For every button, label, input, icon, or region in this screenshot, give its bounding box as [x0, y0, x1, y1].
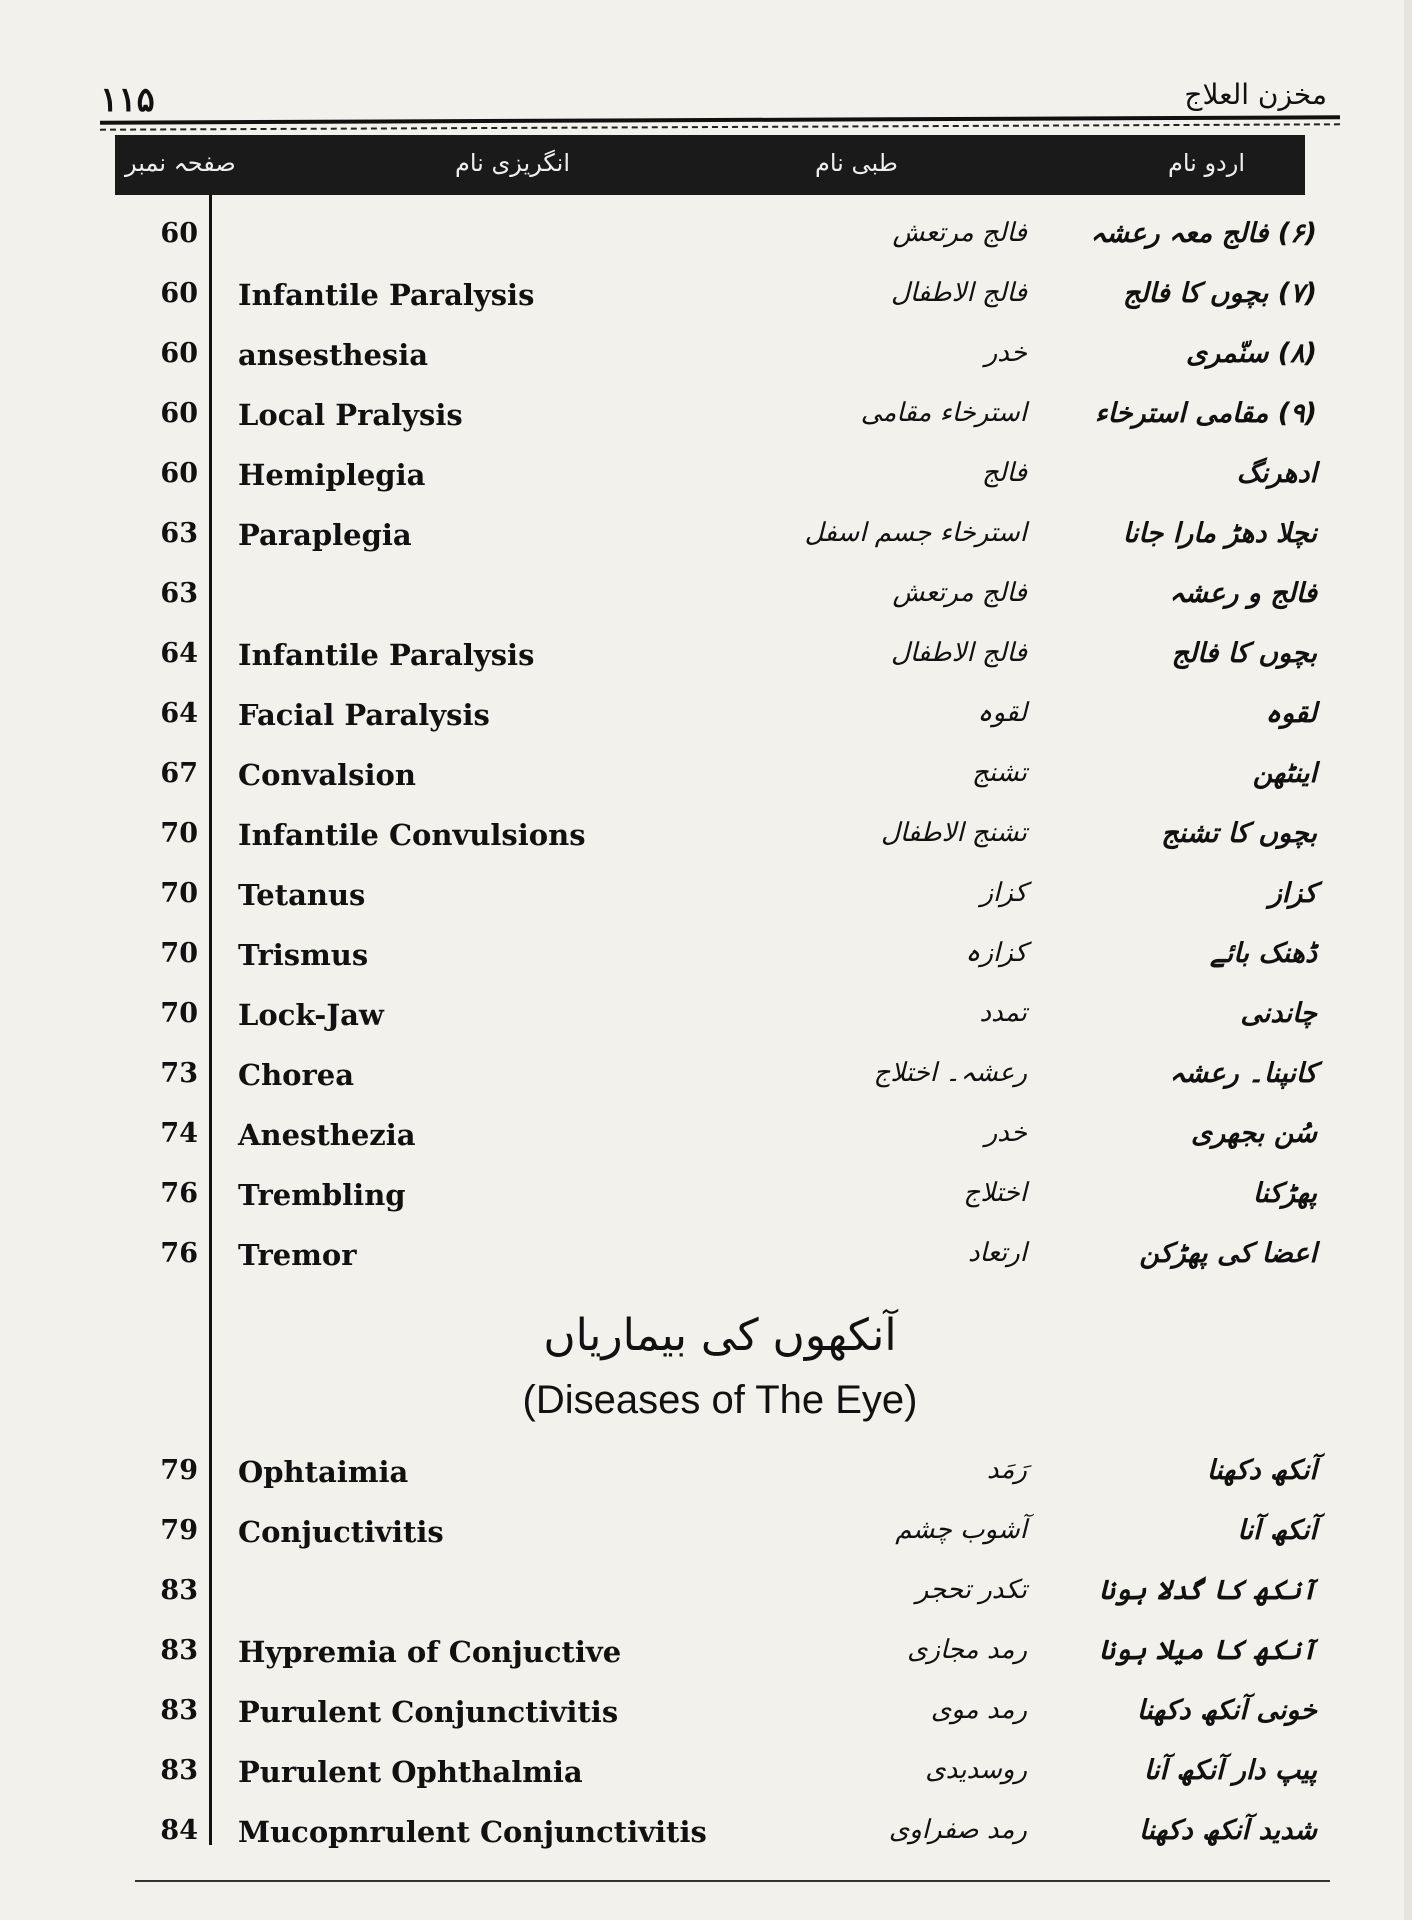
- english-name-cell: Local Pralysis: [238, 398, 463, 432]
- table-row: [0, 1515, 1412, 1571]
- table-row: [0, 1635, 1412, 1691]
- page-number-cell: 70: [160, 938, 198, 969]
- tibbi-name-cell: کزازہ: [965, 938, 1027, 968]
- page-number-cell: 70: [160, 998, 198, 1029]
- footer-rule: [135, 1880, 1330, 1882]
- table-row: [0, 1695, 1412, 1751]
- table-row: [0, 458, 1412, 514]
- page-number-cell: 60: [160, 338, 198, 369]
- english-name-cell: Convalsion: [238, 758, 416, 792]
- header-rule-dashed: [100, 123, 1340, 132]
- table-row: [0, 1178, 1412, 1234]
- tibbi-name-cell: تمدد: [979, 998, 1027, 1028]
- page-number-cell: 83: [160, 1575, 198, 1606]
- page-number-cell: 63: [160, 518, 198, 549]
- tibbi-name-cell: فالج مرتعش: [892, 578, 1027, 608]
- table-row: [0, 698, 1412, 754]
- tibbi-column-header: طبی نام: [815, 149, 898, 177]
- page-number: ۱۱۵: [100, 80, 155, 120]
- english-name-cell: Infantile Paralysis: [238, 278, 535, 312]
- table-row: [0, 878, 1412, 934]
- page-number-cell: 63: [160, 578, 198, 609]
- tibbi-name-cell: فالج الاطفال: [890, 278, 1027, 308]
- english-name-cell: Tremor: [238, 1238, 357, 1272]
- page-number-cell: 70: [160, 818, 198, 849]
- table-row: [0, 1058, 1412, 1114]
- table-row: [0, 998, 1412, 1054]
- english-name-cell: Chorea: [238, 1058, 355, 1092]
- english-name-cell: Anesthezia: [238, 1118, 416, 1152]
- urdu-name-cell: ادھرنگ: [1236, 458, 1317, 489]
- table-row: [0, 578, 1412, 634]
- page-number-cell: 83: [160, 1695, 198, 1726]
- tibbi-name-cell: رمد موی: [930, 1695, 1027, 1725]
- urdu-name-cell: لقوہ: [1265, 698, 1317, 729]
- table-row: [0, 938, 1412, 994]
- page-column-header: صفحہ نمبر: [125, 149, 236, 177]
- table-row: [0, 398, 1412, 454]
- tibbi-name-cell: رَمَد: [986, 1455, 1027, 1485]
- page-number-cell: 67: [160, 758, 198, 789]
- english-name-cell: ansesthesia: [238, 338, 429, 372]
- urdu-name-cell: نچلا دھڑ مارا جانا: [1122, 518, 1317, 549]
- urdu-name-cell: آنکھ دکھنا: [1206, 1455, 1317, 1486]
- tibbi-name-cell: خدر: [984, 1118, 1027, 1148]
- page-number-cell: 60: [160, 218, 198, 249]
- table-row: [0, 818, 1412, 874]
- table-row: [0, 278, 1412, 334]
- table-row: [0, 1755, 1412, 1811]
- tibbi-name-cell: اختلاج: [963, 1178, 1027, 1208]
- tibbi-name-cell: آشوب چشم: [895, 1515, 1027, 1545]
- tibbi-name-cell: کزاز: [980, 878, 1027, 908]
- tibbi-name-cell: روسدیدی: [925, 1755, 1027, 1785]
- urdu-name-cell: آنکھ آنا: [1237, 1515, 1317, 1546]
- table-header: [115, 135, 1305, 195]
- section-title-english: (Diseases of The Eye): [522, 1378, 918, 1422]
- table-row: [0, 758, 1412, 814]
- tibbi-name-cell: ارتعاد: [967, 1238, 1027, 1268]
- table-row: [0, 1575, 1412, 1631]
- tibbi-name-cell: فالج: [981, 458, 1027, 488]
- tibbi-name-cell: رمد صفراوی: [888, 1815, 1027, 1845]
- english-name-cell: Infantile Convulsions: [238, 818, 586, 852]
- table-row: [0, 338, 1412, 394]
- table-row: [0, 1238, 1412, 1294]
- section-title-urdu: آنکھوں کی بیماریاں: [543, 1310, 897, 1361]
- urdu-name-cell: خونی آنکھ دکھنا: [1136, 1695, 1317, 1726]
- table-row: [0, 518, 1412, 574]
- tibbi-name-cell: فالج مرتعش: [892, 218, 1027, 248]
- urdu-column-header: اردو نام: [1167, 149, 1245, 177]
- urdu-name-cell: کزاز: [1268, 878, 1317, 909]
- urdu-name-cell: پیپ دار آنکھ آنا: [1143, 1755, 1317, 1786]
- english-name-cell: Tetanus: [238, 878, 366, 912]
- tibbi-name-cell: استرخاء جسم اسفل: [804, 518, 1027, 548]
- page-number-cell: 70: [160, 878, 198, 909]
- english-name-cell: Purulent Conjunctivitis: [238, 1695, 619, 1729]
- page-number-cell: 60: [160, 458, 198, 489]
- urdu-name-cell: ڈھنک بائے: [1209, 938, 1317, 969]
- english-name-cell: Conjuctivitis: [238, 1515, 444, 1549]
- page-number-cell: 83: [160, 1635, 198, 1666]
- urdu-name-cell: چاندنی: [1240, 998, 1317, 1029]
- english-name-cell: Purulent Ophthalmia: [238, 1755, 583, 1789]
- urdu-name-cell: اینٹھن: [1252, 758, 1317, 789]
- tibbi-name-cell: فالج الاطفال: [890, 638, 1027, 668]
- urdu-name-cell: اعضا کی پھڑکن: [1139, 1238, 1317, 1269]
- table-row: [0, 1815, 1412, 1871]
- tibbi-name-cell: رمد مجازی: [907, 1635, 1027, 1665]
- page-number-cell: 73: [160, 1058, 198, 1089]
- tibbi-name-cell: تکدر تحجر: [915, 1575, 1027, 1605]
- page-number-cell: 64: [160, 698, 198, 729]
- page-number-cell: 76: [160, 1178, 198, 1209]
- urdu-name-cell: بچوں کا تشنج: [1161, 818, 1317, 849]
- tibbi-name-cell: تشنج الاطفال: [880, 818, 1027, 848]
- table-row: [0, 638, 1412, 694]
- table-row: [0, 1118, 1412, 1174]
- urdu-name-cell: بچوں کا فالج: [1171, 638, 1317, 669]
- english-name-cell: Hemiplegia: [238, 458, 426, 492]
- page-number-cell: 76: [160, 1238, 198, 1269]
- english-name-cell: Infantile Paralysis: [238, 638, 535, 672]
- english-name-cell: Lock-Jaw: [238, 998, 384, 1032]
- page-number-cell: 64: [160, 638, 198, 669]
- english-name-cell: Facial Paralysis: [238, 698, 490, 732]
- page-number-cell: 60: [160, 278, 198, 309]
- table-row: [0, 218, 1412, 274]
- page-number-cell: 60: [160, 398, 198, 429]
- urdu-name-cell: (۸) سنّمری: [1185, 338, 1317, 369]
- page-number-cell: 83: [160, 1755, 198, 1786]
- urdu-name-cell: آنکھ کا گدلا ہونا: [1098, 1575, 1317, 1606]
- book-title: مخزن العلاج: [1184, 78, 1327, 111]
- english-name-cell: Trembling: [238, 1178, 406, 1212]
- urdu-name-cell: شدید آنکھ دکھنا: [1139, 1815, 1317, 1846]
- urdu-name-cell: (۶) فالج معہ رعشہ: [1090, 218, 1317, 249]
- page-number-cell: 79: [160, 1515, 198, 1546]
- tibbi-name-cell: خدر: [984, 338, 1027, 368]
- page-number-cell: 74: [160, 1118, 198, 1149]
- english-column-header: انگریزی نام: [455, 149, 571, 177]
- urdu-name-cell: آنکھ کا میلا ہونا: [1098, 1635, 1317, 1666]
- english-name-cell: Ophtaimia: [238, 1455, 409, 1489]
- urdu-name-cell: فالج و رعشہ: [1169, 578, 1317, 609]
- english-name-cell: Trismus: [238, 938, 369, 972]
- page-number-cell: 84: [160, 1815, 198, 1846]
- tibbi-name-cell: لقوہ: [977, 698, 1027, 728]
- tibbi-name-cell: تشنج: [971, 758, 1027, 788]
- urdu-name-cell: کانپنا۔ رعشہ: [1169, 1058, 1317, 1089]
- tibbi-name-cell: استرخاء مقامی: [860, 398, 1027, 428]
- urdu-name-cell: (۷) بچوں کا فالج: [1123, 278, 1317, 309]
- english-name-cell: Mucopnrulent Conjunctivitis: [238, 1815, 707, 1849]
- table-row: [0, 1455, 1412, 1511]
- tibbi-name-cell: رعشہ۔ اختلاج: [873, 1058, 1027, 1088]
- english-name-cell: Hypremia of Conjuctive: [238, 1635, 622, 1669]
- urdu-name-cell: پھڑکنا: [1252, 1178, 1317, 1209]
- english-name-cell: Paraplegia: [238, 518, 412, 552]
- page-number-cell: 79: [160, 1455, 198, 1486]
- urdu-name-cell: (۹) مقامی استرخاء: [1094, 398, 1317, 429]
- urdu-name-cell: سُن بجھری: [1191, 1118, 1317, 1149]
